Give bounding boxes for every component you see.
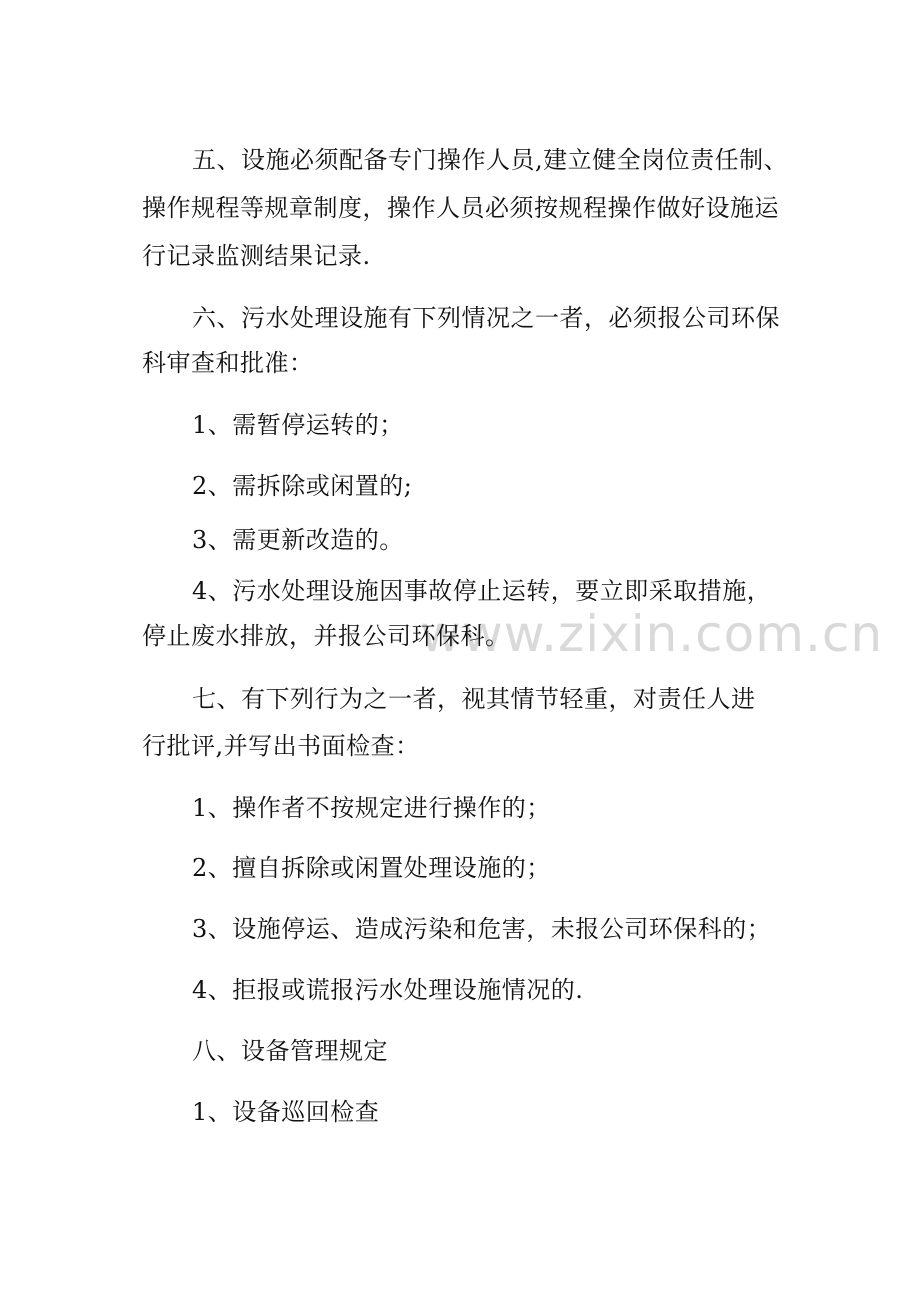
paragraph-5-line-2: 操作规程等规章制度，操作人员必须按规程操作做好设施运 — [142, 194, 779, 222]
list-item-8-1: 1、设备巡回检查 — [192, 1098, 380, 1126]
list-item-7-1: 1、操作者不按规定进行操作的； — [192, 794, 551, 822]
list-item-6-1: 1、需暂停运转的； — [192, 411, 404, 439]
list-item-7-2: 2、擅自拆除或闲置处理设施的； — [192, 854, 551, 882]
list-item-6-4-line-2: 停止废水排放，并报公司环保科。 — [142, 622, 510, 650]
paragraph-6-line-2: 科审查和批准： — [142, 349, 314, 377]
paragraph-7-line-2: 行批评,并写出书面检查： — [142, 732, 420, 760]
paragraph-7-line-1: 七、有下列行为之一者，视其情节轻重，对责任人进 — [192, 685, 756, 713]
paragraph-5-line-3: 行记录监测结果记录. — [142, 242, 371, 270]
paragraph-5-line-1: 五、设施必须配备专门操作人员,建立健全岗位责任制、 — [192, 146, 789, 174]
list-item-6-3: 3、需更新改造的。 — [192, 526, 404, 554]
paragraph-6-line-1: 六、污水处理设施有下列情况之一者，必须报公司环保 — [192, 304, 780, 332]
section-8-heading: 八、设备管理规定 — [192, 1037, 388, 1065]
list-item-6-2: 2、需拆除或闲置的; — [192, 472, 413, 500]
list-item-6-4-line-1: 4、污水处理设施因事故停止运转，要立即采取措施， — [192, 577, 772, 605]
list-item-7-3: 3、设施停运、造成污染和危害，未报公司环保科的； — [192, 915, 772, 943]
watermark: www.zixin.com.cn — [420, 605, 884, 663]
list-item-7-4: 4、拒报或谎报污水处理设施情况的. — [192, 976, 584, 1004]
